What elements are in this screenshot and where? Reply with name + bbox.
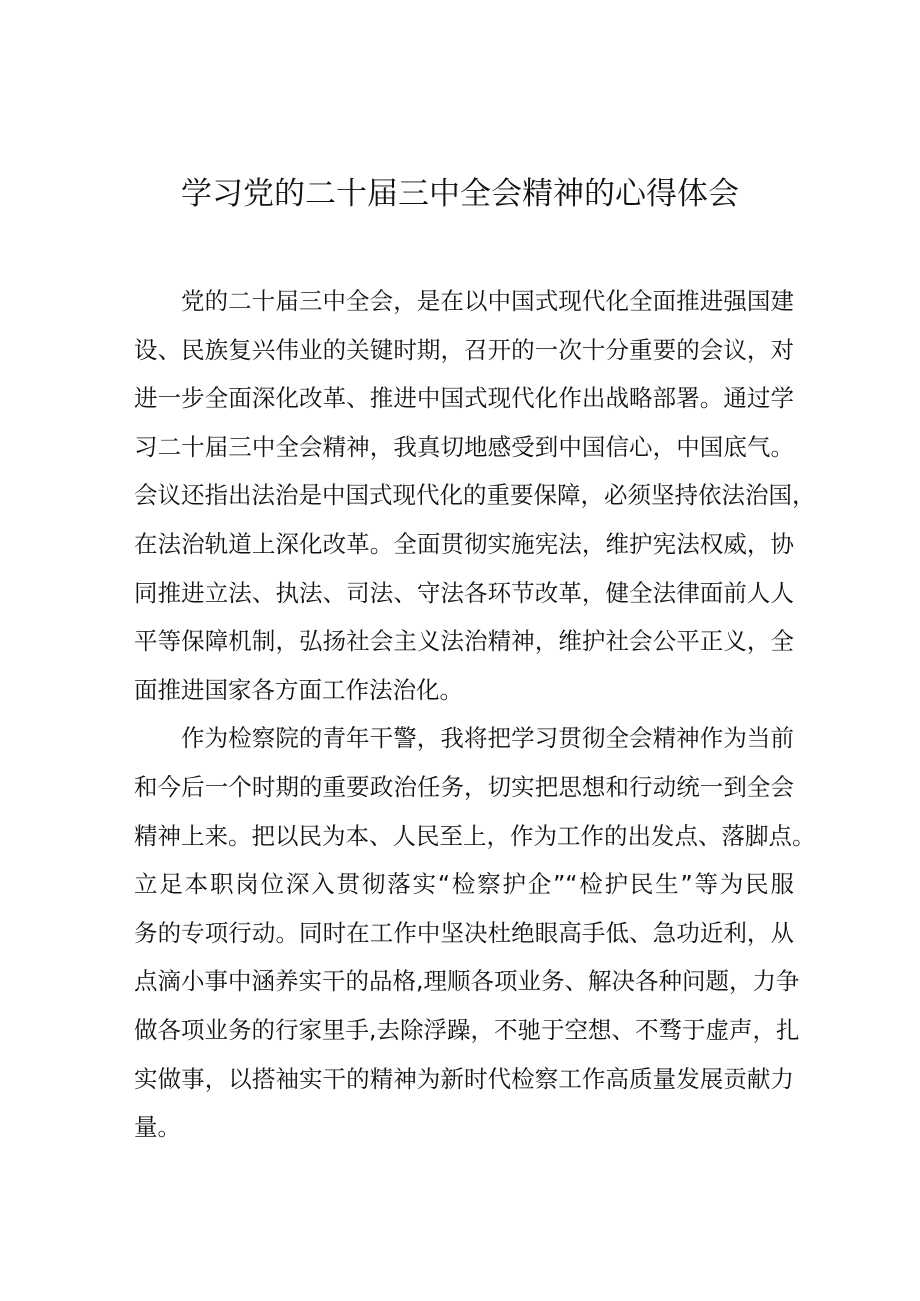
document-body [134,277,816,1152]
paragraph-line: 精神上来。把以民为本、人民至上，作为工作的出发点、落脚点。 [134,821,816,850]
paragraph-line: 设、民族复兴伟业的关键时期，召开的一次十分重要的会议，对 [134,335,794,364]
paragraph-line: 进一步全面深化改革、推进中国式现代化作出战略部署。通过学 [134,384,794,413]
paragraph-line: 立足本职岗位深入贯彻落实“检察护企”“检护民生”等为民服 [134,870,794,899]
paragraph-line: 量。 [134,1113,181,1142]
paragraph-1 [134,277,816,714]
paragraph-line: 平等保障机制，弘扬社会主义法治精神，维护社会公平正义，全 [134,627,794,656]
paragraph-line: 会议还指出法治是中国式现代化的重要保障，必须坚持依法治国， [134,481,816,510]
paragraph-line: 做各项业务的行家里手,去除浮躁，不驰于空想、不骛于虚声，扎 [134,1015,800,1044]
paragraph-line: 同推进立法、执法、司法、守法各环节改革，健全法律面前人人 [134,578,794,607]
paragraph-line: 面推进国家各方面工作法治化。 [134,675,463,704]
paragraph-line: 实做事，以搭袖实干的精神为新时代检察工作高质量发展贡献力 [134,1064,794,1093]
paragraph-line: 党的二十届三中全会，是在以中国式现代化全面推进强国建 [181,287,794,315]
paragraph-line: 和今后一个时期的重要政治任务，切实把思想和行动统一到全会 [134,772,794,801]
paragraph-line: 务的专项行动。同时在工作中坚决杜绝眼高手低、急功近利，从 [134,918,794,947]
paragraph-2 [134,714,816,1151]
paragraph-line: 作为检察院的青年干警，我将把学习贯彻全会精神作为当前 [181,724,794,753]
document-title: 学习党的二十届三中全会精神的心得体会 [181,176,739,212]
paragraph-line: 在法治轨道上深化改革。全面贯彻实施宪法，维护宪法权威，协 [134,529,794,558]
paragraph-line: 点滴小事中涵养实干的品格,理顺各项业务、解决各种问题，力争 [134,967,800,996]
paragraph-line: 习二十届三中全会精神，我真切地感受到中国信心，中国底气。 [134,432,794,461]
